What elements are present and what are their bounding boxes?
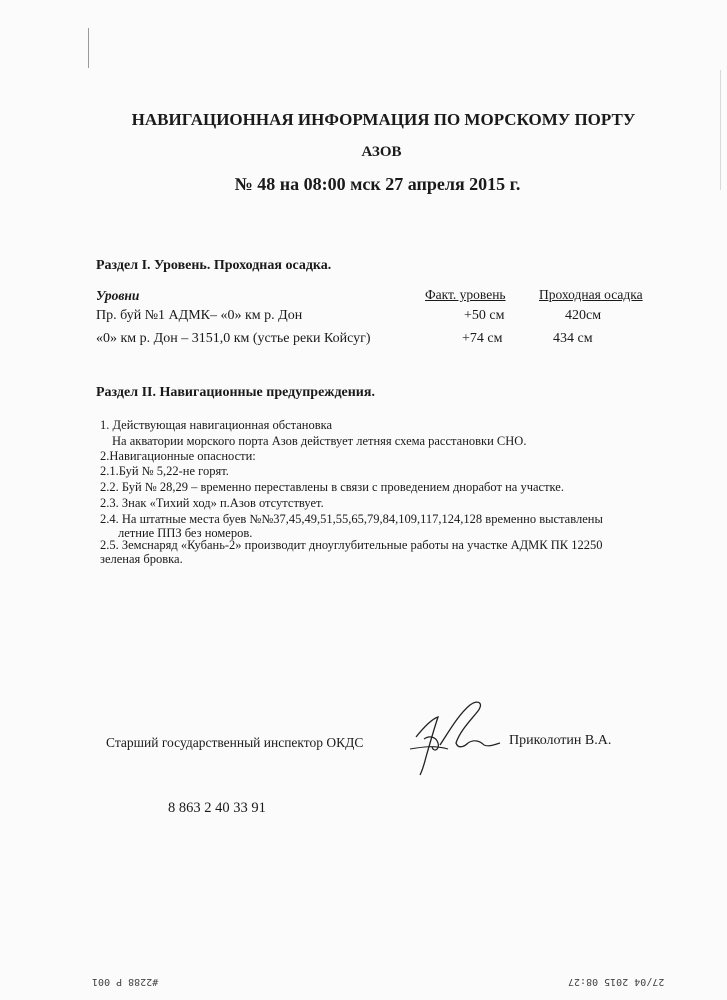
document-title: НАВИГАЦИОННАЯ ИНФОРМАЦИЯ ПО МОРСКОМУ ПОРТУ <box>131 110 636 129</box>
report-number-date: № 48 на 08:00 мск 27 апреля 2015 г. <box>234 174 521 194</box>
warning-line: зеленая бровка. <box>100 552 183 566</box>
warning-line: 2.4. На штатные места буев №№37,45,49,51,55,65,79,84,109,117,124,128 временно выставлены <box>100 512 603 526</box>
table-row-draft: 420см <box>565 308 602 323</box>
table-row-location: «0» км р. Дон – 3151,0 км (устье реки Койсуг) <box>96 331 371 346</box>
warning-line: 1. Действующая навигационная обстановка <box>100 418 333 432</box>
scan-artifact-line <box>88 28 89 68</box>
table-row-location: Пр. буй №1 АДМК– «0» км р. Дон <box>96 308 303 323</box>
table-row-draft: 434 см <box>553 331 593 346</box>
warning-line: 2.5. Земснаряд «Кубань-2» производит дноуглубительные работы на участке АДМК ПК 12250 <box>100 538 603 552</box>
warning-line: 2.1.Буй № 5,22-не горят. <box>100 464 229 478</box>
fact-level-column-header: Факт. уровень <box>425 287 506 302</box>
phone-number: 8 863 2 40 33 91 <box>168 800 266 816</box>
signer-title: Старший государственный инспектор ОКДС <box>106 735 364 750</box>
handwritten-signature <box>404 697 504 777</box>
scan-artifact-line-right <box>720 70 721 190</box>
warning-line: 2.2. Буй № 28,29 – временно переставлены в связи с проведением дноработ на участке. <box>100 480 564 494</box>
section2-heading: Раздел II. Навигационные предупреждения. <box>96 385 375 400</box>
fax-header-left: #2288 P 001 <box>92 976 159 987</box>
port-name: АЗОВ <box>361 144 402 160</box>
levels-column-header: Уровни <box>96 288 140 303</box>
fax-header-right: 27/04 2015 08:27 <box>568 976 665 987</box>
draft-column-header: Проходная осадка <box>539 287 643 302</box>
section1-heading: Раздел I. Уровень. Проходная осадка. <box>96 258 332 273</box>
warning-line: На акватории морского порта Азов действует летняя схема расстановки СНО. <box>112 434 527 448</box>
signer-name: Приколотин В.А. <box>509 733 612 748</box>
warning-line: летние ППЗ без номеров. <box>118 526 253 540</box>
warning-line: 2.Навигационные опасности: <box>100 449 256 463</box>
warning-line: 2.3. Знак «Тихий ход» п.Азов отсутствует. <box>100 496 324 510</box>
table-row-fact-level: +74 см <box>462 331 503 346</box>
table-row-fact-level: +50 см <box>464 308 505 323</box>
